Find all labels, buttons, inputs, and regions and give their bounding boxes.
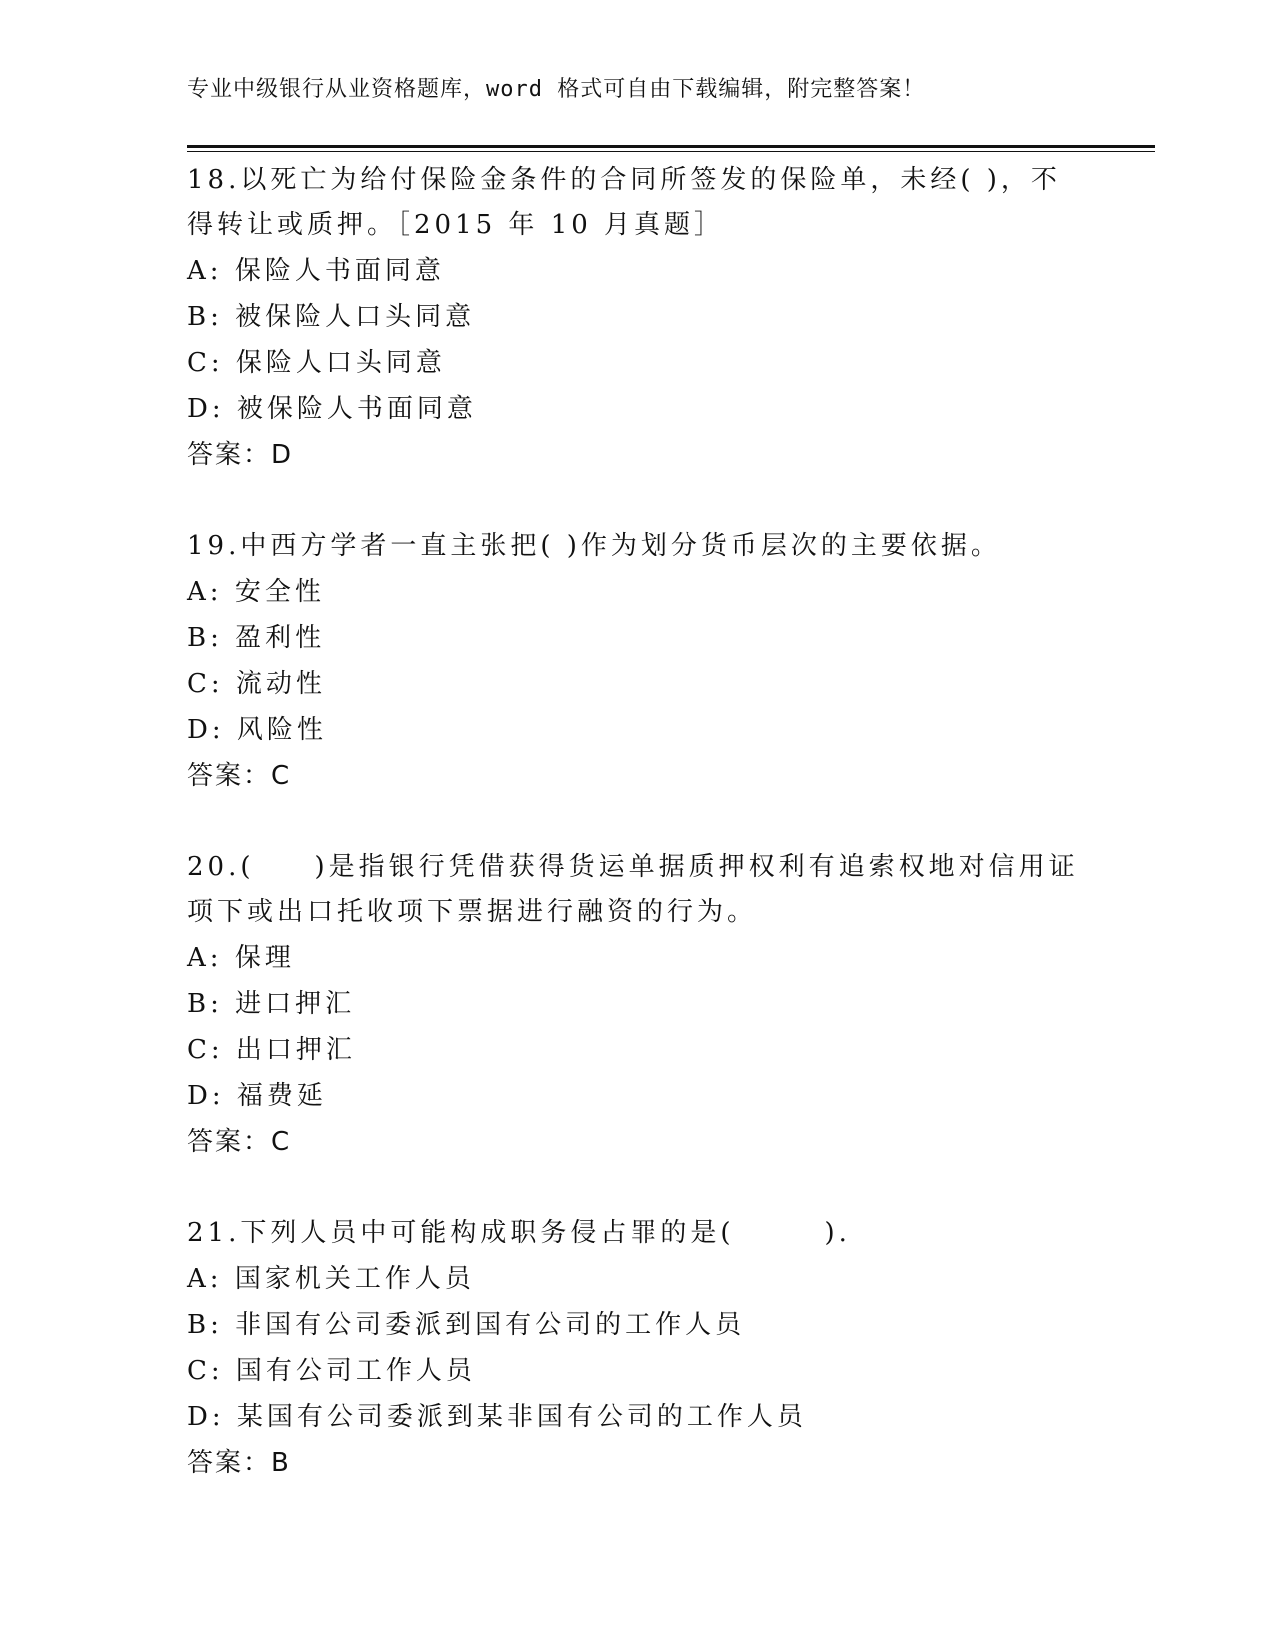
- page-header: 专业中级银行从业资格题库，word 格式可自由下载编辑，附完整答案！: [187, 77, 926, 102]
- option-text: 流动性: [235, 669, 326, 699]
- question-21: [187, 1211, 1087, 1486]
- option-text: 被保险人书面同意: [236, 394, 477, 424]
- option-text: 保险人口头同意: [235, 348, 446, 378]
- option-label: A:: [187, 1264, 223, 1294]
- answer: 答案：D: [187, 440, 294, 470]
- option-label: D:: [187, 1402, 225, 1432]
- question-text: 20.( )是指银行凭借获得货运单据质押权利有追索权地对信用证项下或出口托收项下票据进行融资的行为。: [187, 852, 1079, 927]
- spacer: [187, 799, 1087, 845]
- option-label: C:: [187, 348, 224, 378]
- question-list: [187, 158, 1087, 1486]
- option-c: [187, 1348, 1087, 1394]
- header-rule-thin: [187, 151, 1155, 152]
- answer: 答案：C: [187, 761, 292, 791]
- answer: 答案：C: [187, 1127, 292, 1157]
- option-text: 国有公司工作人员: [235, 1356, 476, 1386]
- option-label: C:: [187, 1035, 224, 1065]
- option-label: A:: [187, 577, 223, 607]
- option-text: 盈利性: [235, 623, 326, 653]
- option-text: 安全性: [234, 577, 325, 607]
- option-b: [187, 981, 1087, 1027]
- option-d: [187, 1073, 1087, 1119]
- option-text: 非国有公司委派到国有公司的工作人员: [235, 1310, 746, 1340]
- option-d: [187, 707, 1087, 753]
- option-text: 风险性: [236, 715, 327, 745]
- option-b: [187, 294, 1087, 340]
- question-20: [187, 845, 1087, 1165]
- option-d: [187, 386, 1087, 432]
- option-label: B:: [187, 623, 223, 653]
- option-c: [187, 1027, 1087, 1073]
- answer: 答案：B: [187, 1448, 291, 1478]
- option-d: [187, 1394, 1087, 1440]
- option-b: [187, 1302, 1087, 1348]
- option-text: 保理: [234, 943, 295, 973]
- option-a: [187, 248, 1087, 294]
- option-a: [187, 935, 1087, 981]
- option-label: D:: [187, 394, 225, 424]
- option-label: A:: [187, 256, 223, 286]
- option-text: 国家机关工作人员: [234, 1264, 475, 1294]
- question-18: [187, 158, 1087, 478]
- option-label: B:: [187, 302, 223, 332]
- option-label: C:: [187, 669, 224, 699]
- option-a: [187, 1256, 1087, 1302]
- option-text: 出口押汇: [235, 1035, 356, 1065]
- option-label: B:: [187, 1310, 223, 1340]
- question-text: 19.中西方学者一直主张把( )作为划分货币层次的主要依据。: [187, 531, 1001, 561]
- spacer: [187, 478, 1087, 524]
- header-rule-thick: [187, 145, 1155, 148]
- option-b: [187, 615, 1087, 661]
- option-text: 某国有公司委派到某非国有公司的工作人员: [236, 1402, 807, 1432]
- option-a: [187, 569, 1087, 615]
- option-label: C:: [187, 1356, 224, 1386]
- option-label: D:: [187, 715, 225, 745]
- option-label: D:: [187, 1081, 225, 1111]
- option-text: 保险人书面同意: [234, 256, 445, 286]
- option-text: 进口押汇: [235, 989, 356, 1019]
- option-c: [187, 340, 1087, 386]
- question-text: 18.以死亡为给付保险金条件的合同所签发的保险单，未经( )，不得转让或质押。［2015 年 10 月真题］: [187, 165, 1061, 240]
- spacer: [187, 1165, 1087, 1211]
- question-19: [187, 524, 1087, 799]
- option-label: B:: [187, 989, 223, 1019]
- option-text: 福费延: [236, 1081, 327, 1111]
- option-text: 被保险人口头同意: [235, 302, 476, 332]
- option-label: A:: [187, 943, 223, 973]
- option-c: [187, 661, 1087, 707]
- question-text: 21.下列人员中可能构成职务侵占罪的是( ).: [187, 1218, 851, 1248]
